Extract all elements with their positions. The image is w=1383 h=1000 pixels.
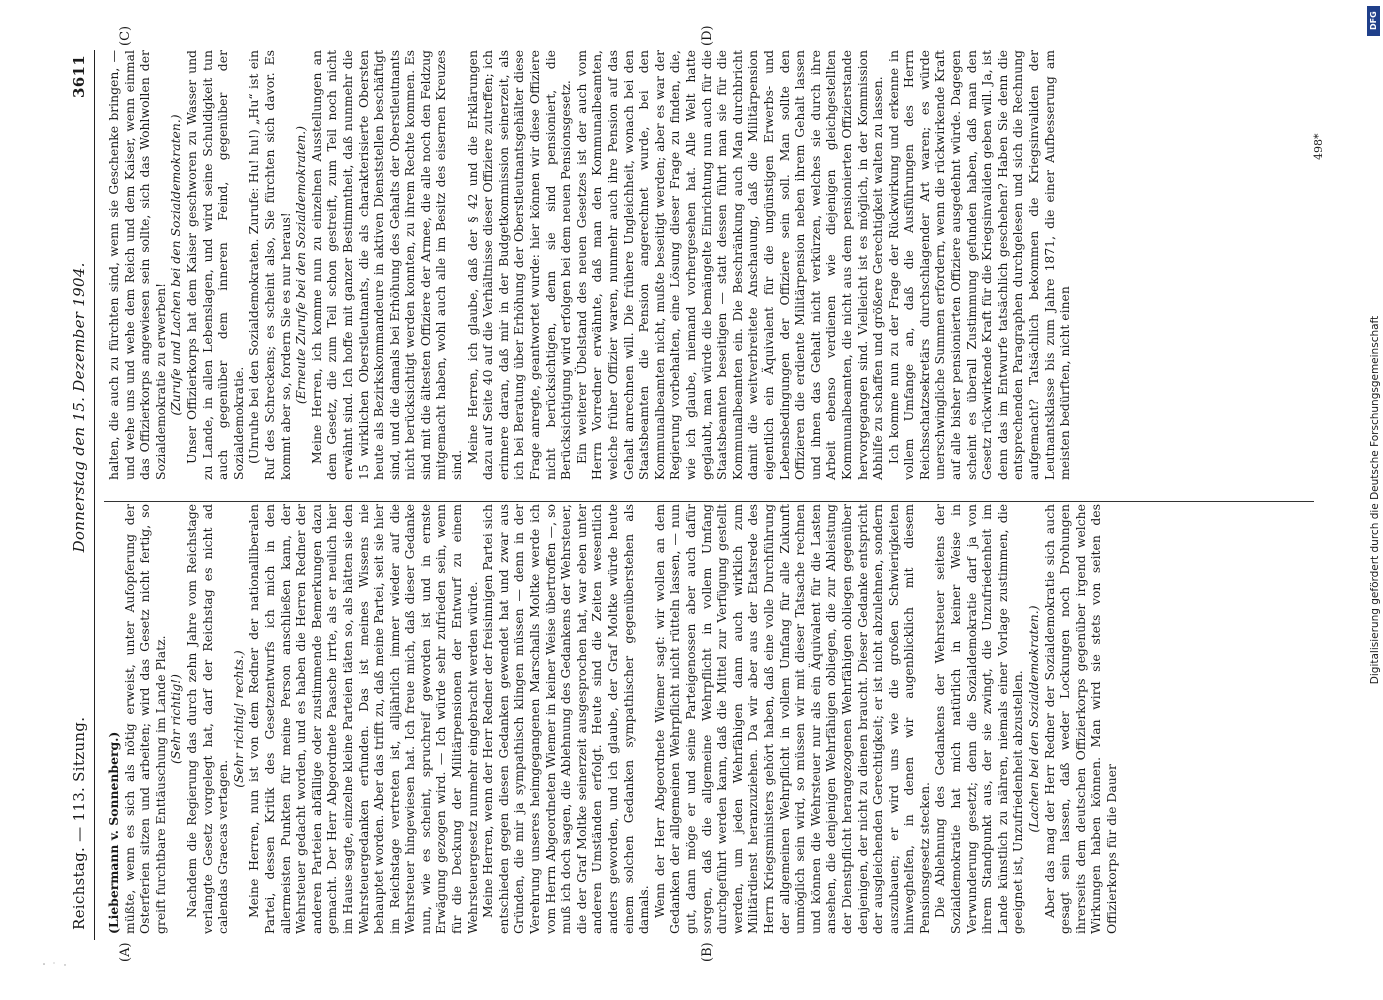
paragraph: Die Ablehnung des Gedankens der Wehrsteuer seitens der Sozialdemokratie hat mich natürlich in keiner Weise in Verwunderung gesetzt; denn die Sozialdemokratie darf ja von ihrem Standpunkt aus, der sie zwingt, die Unzufriedenheit im Lande künstlich zu nähren, niemals einer Vorlage zustimmen, die geeignet ist, Unzufriedenheit abzustellen. [932,504,1026,934]
paragraph: Wenn der Herr Abgeordnete Wiemer sagt: wir wollen an dem Gedanken der allgemeinen Wehrpflicht nicht rütteln lassen, — nun gut, dann möge er und seine Parteigenossen aber auch dafür sorgen, daß die allgemeine Wehrpflicht in vollem Umfang durchgeführt werden kann, daß die Mittel zur Verfügung gestellt werden, um jeden Wehrfähigen dann auch wirklich zum Militärdienst heranzuziehen. Da wir aber aus der Etatsrede des Herrn Kriegsministers gehört haben, daß eine volle Durchführung der allgemeinen Wehrpflicht in vollem Umfang für alle Zukunft unmöglich sein wird, so müssen wir mit dieser Tatsache rechnen und können die Wehrsteuer nur als ein Äquivalent für die Lasten ansehen, die denjenigen Wehrfähigen obliegen, die zur Ableistung der Dienstpflicht herangezogenen Wehrfähigen obliegen gegenüber denjenigen, der nicht zu dienen braucht. Dieser Gedanke entspricht der ausgleichenden Gerechtigkeit; er ist nicht abzulehnen, sondern auszubauen; er wird uns wie die großen Schwierigkeiten hinweghelfen, in denen wir augenblicklich mit diesem Pensionsgesetz stecken. [651,504,932,934]
dfg-logo: DFG [1367,6,1380,36]
header-rule [94,50,95,940]
interjection: (Zurufe und Lachen bei den Sozialdemokraten.) [168,114,184,416]
digitization-note: Digitalisierung gefördert durch die Deutsche Forschungsgemeinschaft [1369,315,1381,685]
page-number: 3611 [70,55,88,98]
column-separator [104,501,1314,502]
paragraph: Meine Herren, wenn der Herr Redner der freisinnigen Partei sich entschieden gegen diesen Gedanken gewendet hat und zwar aus Gründen, die mir ja sympathisch klingen müssen — denn in der Verehrung unseres heimgegangenen Marschalls Moltke werde ich vom Herrn Abgeordneten Wiemer in keiner Weise übertroffen —, so muß ich doch sagen, die Ablehnung des Gedankens der Wehrsteuer, die der Graf Moltke seinerzeit ausgesprochen hat, war eben unter anderen Umständen erfolgt. Heute sind die Zeiten wesentlich anders geworden, und ich glaube, der Graf Moltke würde heute einem solchen Gedanken sympathischer gegenüberstehen als damals. [480,504,652,934]
paragraph: Ein weiterer Übelstand des neuen Gesetzes ist der auch vom Herrn Vorredner erwähnte, daß man den Kommunalbeamten, welche früher Offizier waren, nunmehr auch ihre Pension auf das Gehalt anrechnen will. Die frühere Ungleichheit, wonach bei den Staatsbeamten die Pension angerechnet wurde, bei den Kommunalbeamten nicht, mußte beseitigt werden; aber es war der Regierung vorbehalten, eine Lösung dieser Frage zu finden, die, wie ich glaube, niemand vorhergesehen hat. Alle Welt hatte geglaubt, man würde die bemängelte Einrichtung nun auch für die Staatsbeamten beseitigen — statt dessen führt man sie für die Kommunalbeamten ein. Die Beschränkung auch Man durchbricht damit die weitverbreitete Anschauung, daß die Militärpension eigentlich ein Äquivalent für die ungünstigen Erwerbs- und Lebensbedingungen der Offiziere sein soll. Man sollte den Offizieren die erdiente Militärpension neben ihrem Gehalt lassen und ihnen das Gehalt nicht verkürzen, welches sie durch ihre Arbeit ebenso verdienen wie diejenigen gleichgestellten Kommunalbeamten, die nicht aus dem pensionierten Offizierstande hervorgegangen sind. Vielleicht ist es möglich, in der Kommission Abhilfe zu schaffen und größere Gerechtigkeit walten zu lassen. [573,50,886,480]
paragraph: Nachdem die Regierung das durch zehn Jahre vom Reichstage verlangte Gesetz vorgelegt hat, darf der Reichstag es nicht ad calendas Graecas vertagen. [183,504,231,934]
digitization-sidebar [1360,0,1383,1000]
right-column [106,50,1073,480]
speaker-name: (Liebermann v. Sonnenberg.) [106,731,121,934]
interjection: (Sehr richtig!) [168,674,184,764]
paragraph: müßte, wenn es sich als nötig erweist, unter Aufopferung der Osterferien sitzen und arbeiten; wird das Gesetz nicht fertig, so greift furchtbare Enttäuschung im Lande Platz. [121,504,168,934]
paragraph: Meine Herren, ich komme nun zu einzelnen Ausstellungen an dem Gesetz, die zum Teil schon gestreift, zum Teil noch nicht erwähnt sind. Ich hoffe mit ganzer Bestimmtheit, daß nunmehr die 15 wirklichen Oberstleutnants, die als charakterisierte Obersten heute als Bezirkskommandeure in aktiven Dienststellen beschäftigt sind, und die damals bei Erhöhung des Gehalts der Oberstleutnants nicht berücksichtigt werden konnten, zu ihrem Rechte kommen. Es sind mit die ältesten Offiziere der Armee, die alle noch den Feldzug mitgemacht haben, wohl auch alle im Besitz des eisernen Kreuzes sind. [308,50,465,480]
paragraph: Meine Herren, nun ist von dem Redner der nationalliberalen Partei, dessen Kritik des Gesetzentwurfs ich mich in den allermeisten Punkten für meine Person anschließen kann, der Wehrsteuer gedacht worden, und es haben die Herren Redner der anderen Parteien abfällige oder zustimmende Bemerkungen dazu gemacht. Der Herr Abgeordnete Paasche irrte, als er neulich hier im Hause sagte, einzelne kleine Parteien täten so, als hätten sie den Wehrsteuergedanken erfunden. Das ist meines Wissens nie behauptet worden. Aber das trifft zu, daß meine Partei, seit sie hier im Reichstage vertreten ist, alljährlich immer wieder auf die Wehrsteuer hingewiesen hat. Ich freue mich, daß dieser Gedanke nun, wie es scheint, spruchreif geworden ist und in ernste Erwägung gezogen wird. — Ich würde sehr zufrieden sein, wenn für die Deckung der Militärpensionen der Entwurf zu einem Wehrsteuergesetz nunmehr eingebracht werden würde. [246,504,480,934]
margin-letter-a: (A) [118,942,133,962]
margin-letter-d: (D) [700,25,715,46]
paragraph: Ich komme nun zu der Frage der Rückwirkung und erkenne in vollem Umfange an, daß die Ausführungen des Herrn Reichsschatzsekretärs durchschlagender Art waren; es würde unerschwingliche Summen erfordern, wenn die rückwirkende Kraft auf alle bisher pensionierten Offiziere ausgedehnt würde. Dagegen scheint es überall Zustimmung gefunden haben, daß man den Gesetz rückwirkende Kraft für die Kriegsinvaliden geben will. Ja, ist denn das im Entwurfe tatsächlich geschehen? Haben Sie denn die entsprechenden Paragraphen durchgelesen und sich die Rechnung aufgemacht? Tatsächlich bekommen die Kriegsinvaliden der Leutnantsklasse bis zum Jahre 1871, die einer Aufbesserung am meisten bedürften, nicht einen [885,50,1073,480]
paragraph: Unser Offizierkorps hat dem Kaiser geschworen zu Wasser und zu Lande, in allen Lebenslagen, und wird seine Schuldigkeit tun auch gegenüber dem inneren Feind, gegenüber der Sozialdemokratie. [183,50,246,480]
paragraph: (Unruhe bei den Sozialdemokraten. Zurufe: Hu! hu!) „Hu“ ist ein Ruf des Schreckens; es scheint also, Sie fürchten sich davor. Es kommt aber so, fordern Sie es nur heraus! [246,50,293,480]
interjection: (Sehr richtig! rechts.) [230,650,246,788]
header-left: Reichstag. — 113. Sitzung. [70,716,88,930]
paragraph: halten, die auch zu fürchten sind, wenn sie Geschenke bringen, — und wehe uns und wehe dem Reich und dem Kaiser, wenn einmal das Offizierkorps angewiesen sein sollte, sich das Wohlwollen der Sozialdemokratie zu erwerben! [106,50,168,480]
interjection: (Lachen bei den Sozialdemokraten.) [1026,605,1042,833]
paragraph: Meine Herren, ich glaube, daß der § 42 und die Erklärungen dazu auf Seite 40 auf die Verhältnisse dieser Offiziere zutreffen; ich erinnere daran, daß mir in der Budgetkommission seinerzeit, als ich bei Beratung über Erhöhung der Oberstleutnantsgehälter diese Frage anregte, geantwortet wurde: hier können wir diese Offiziere nicht berücksichtigen, denn sie sind pensioniert, die Berücksichtigung wird erfolgen bei dem neuen Pensionsgesetz. [464,50,574,480]
signature-mark: 498* [1312,133,1325,160]
page-header [58,55,88,930]
margin-letter-b: (B) [700,942,715,962]
interjection: (Erneute Zurufe bei den Sozialdemokraten.) [293,125,309,405]
header-date: Donnerstag den 15. Dezember 1904. [70,262,88,553]
paragraph: Aber das mag der Herr Redner der Sozialdemokratie sich auch gesagt sein lassen, daß weder Lockungen noch Drohungen ihrerseits dem deutschen Offizierkorps gegenüber irgend welche Wirkungen haben können. Man wird sie stets von seiten des Offizierkorps für die Dauer [1041,504,1119,934]
margin-letter-c: (C) [118,25,133,46]
left-column [106,504,1120,934]
scan-specks [40,958,70,970]
